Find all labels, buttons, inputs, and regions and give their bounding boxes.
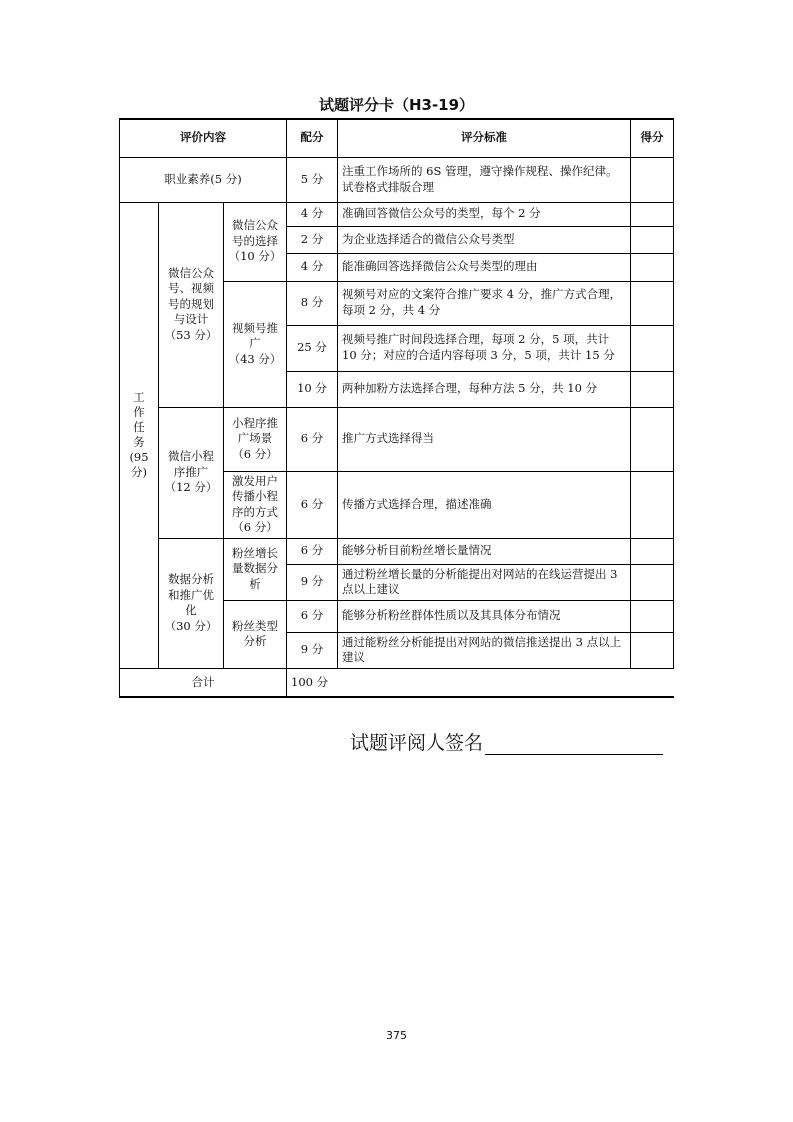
header-criteria: 评分标准 [338, 119, 631, 157]
points-cell: 25 分 [287, 325, 338, 371]
score-cell[interactable] [631, 471, 674, 538]
signature [350, 728, 663, 755]
criteria-cell: 通过粉丝增长量的分析能提出对网站的在线运营提出 3 点以上建议 [338, 564, 631, 600]
criteria-cell: 能够分析目前粉丝增长量情况 [338, 538, 631, 564]
score-cell[interactable] [631, 325, 674, 371]
score-cell[interactable] [631, 157, 674, 202]
header-row [120, 119, 674, 157]
points-cell: 6 分 [287, 600, 338, 632]
professional-points: 5 分 [287, 157, 338, 202]
sub-label: 粉丝类型 分析 [224, 600, 287, 668]
score-cell[interactable] [631, 564, 674, 600]
criteria-row [120, 538, 674, 564]
total-label: 合计 [120, 668, 287, 697]
score-cell[interactable] [631, 538, 674, 564]
criteria-cell: 传播方式选择合理，描述准确 [338, 471, 631, 538]
points-cell: 9 分 [287, 632, 338, 668]
points-cell: 6 分 [287, 407, 338, 471]
criteria-cell: 通过能粉丝分析能提出对网站的微信推送提出 3 点以上建议 [338, 632, 631, 668]
score-cell[interactable] [631, 253, 674, 281]
scoring-table [119, 118, 674, 698]
sub-label: 粉丝增长 量数据分 析 [224, 538, 287, 600]
signature-line[interactable] [485, 735, 663, 755]
task-label: 工 作 任 务 (95 分) [120, 202, 159, 668]
score-cell[interactable] [631, 632, 674, 668]
criteria-cell: 准确回答微信公众号的类型，每个 2 分 [338, 202, 631, 226]
total-row [120, 668, 674, 697]
header-score: 得分 [631, 119, 674, 157]
score-cell[interactable] [631, 202, 674, 226]
points-cell: 4 分 [287, 253, 338, 281]
sub-label: 激发用户 传播小程 序的方式 （6 分） [224, 471, 287, 538]
signature-label: 试题评阅人签名 [350, 732, 484, 754]
sub-label: 微信公众 号的选择 （10 分） [224, 202, 287, 281]
professional-label: 职业素养(5 分) [120, 157, 287, 202]
page-number: 375 [386, 1029, 407, 1042]
sub-label: 视频号推 广 （43 分） [224, 281, 287, 407]
points-cell: 4 分 [287, 202, 338, 226]
criteria-cell: 为企业选择适合的微信公众号类型 [338, 226, 631, 253]
criteria-cell: 能准确回答选择微信公众号类型的理由 [338, 253, 631, 281]
professional-row [120, 157, 674, 202]
header-content: 评价内容 [120, 119, 287, 157]
criteria-cell: 能够分析粉丝群体性质以及其具体分布情况 [338, 600, 631, 632]
group-label: 微信小程 序推广 （12 分） [159, 407, 224, 538]
total-points: 100 分 [287, 668, 674, 697]
points-cell: 6 分 [287, 538, 338, 564]
score-cell[interactable] [631, 226, 674, 253]
group-label: 微信公众 号、视频 号的规划 与设计 （53 分） [159, 202, 224, 407]
criteria-cell: 视频号对应的文案符合推广要求 4 分，推广方式合理，每项 2 分，共 4 分 [338, 281, 631, 325]
score-cell[interactable] [631, 281, 674, 325]
criteria-cell: 推广方式选择得当 [338, 407, 631, 471]
group-label: 数据分析 和推广优 化 （30 分） [159, 538, 224, 668]
professional-criteria: 注重工作场所的 6S 管理，遵守操作规程、操作纪律。试卷格式排版合理 [338, 157, 631, 202]
points-cell: 10 分 [287, 371, 338, 407]
score-cell[interactable] [631, 407, 674, 471]
points-cell: 6 分 [287, 471, 338, 538]
score-cell[interactable] [631, 371, 674, 407]
points-cell: 2 分 [287, 226, 338, 253]
page-title: 试题评分卡（H3-19） [318, 96, 475, 114]
criteria-cell: 两种加粉方法选择合理，每种方法 5 分，共 10 分 [338, 371, 631, 407]
sub-label: 小程序推 广场景 （6 分） [224, 407, 287, 471]
header-points: 配分 [287, 119, 338, 157]
criteria-row [120, 407, 674, 471]
points-cell: 9 分 [287, 564, 338, 600]
criteria-cell: 视频号推广时间段选择合理，每项 2 分，5 项，共计 10 分；对应的合适内容每项 3 分，5 项，共计 15 分 [338, 325, 631, 371]
score-cell[interactable] [631, 600, 674, 632]
points-cell: 8 分 [287, 281, 338, 325]
criteria-row [120, 202, 674, 226]
